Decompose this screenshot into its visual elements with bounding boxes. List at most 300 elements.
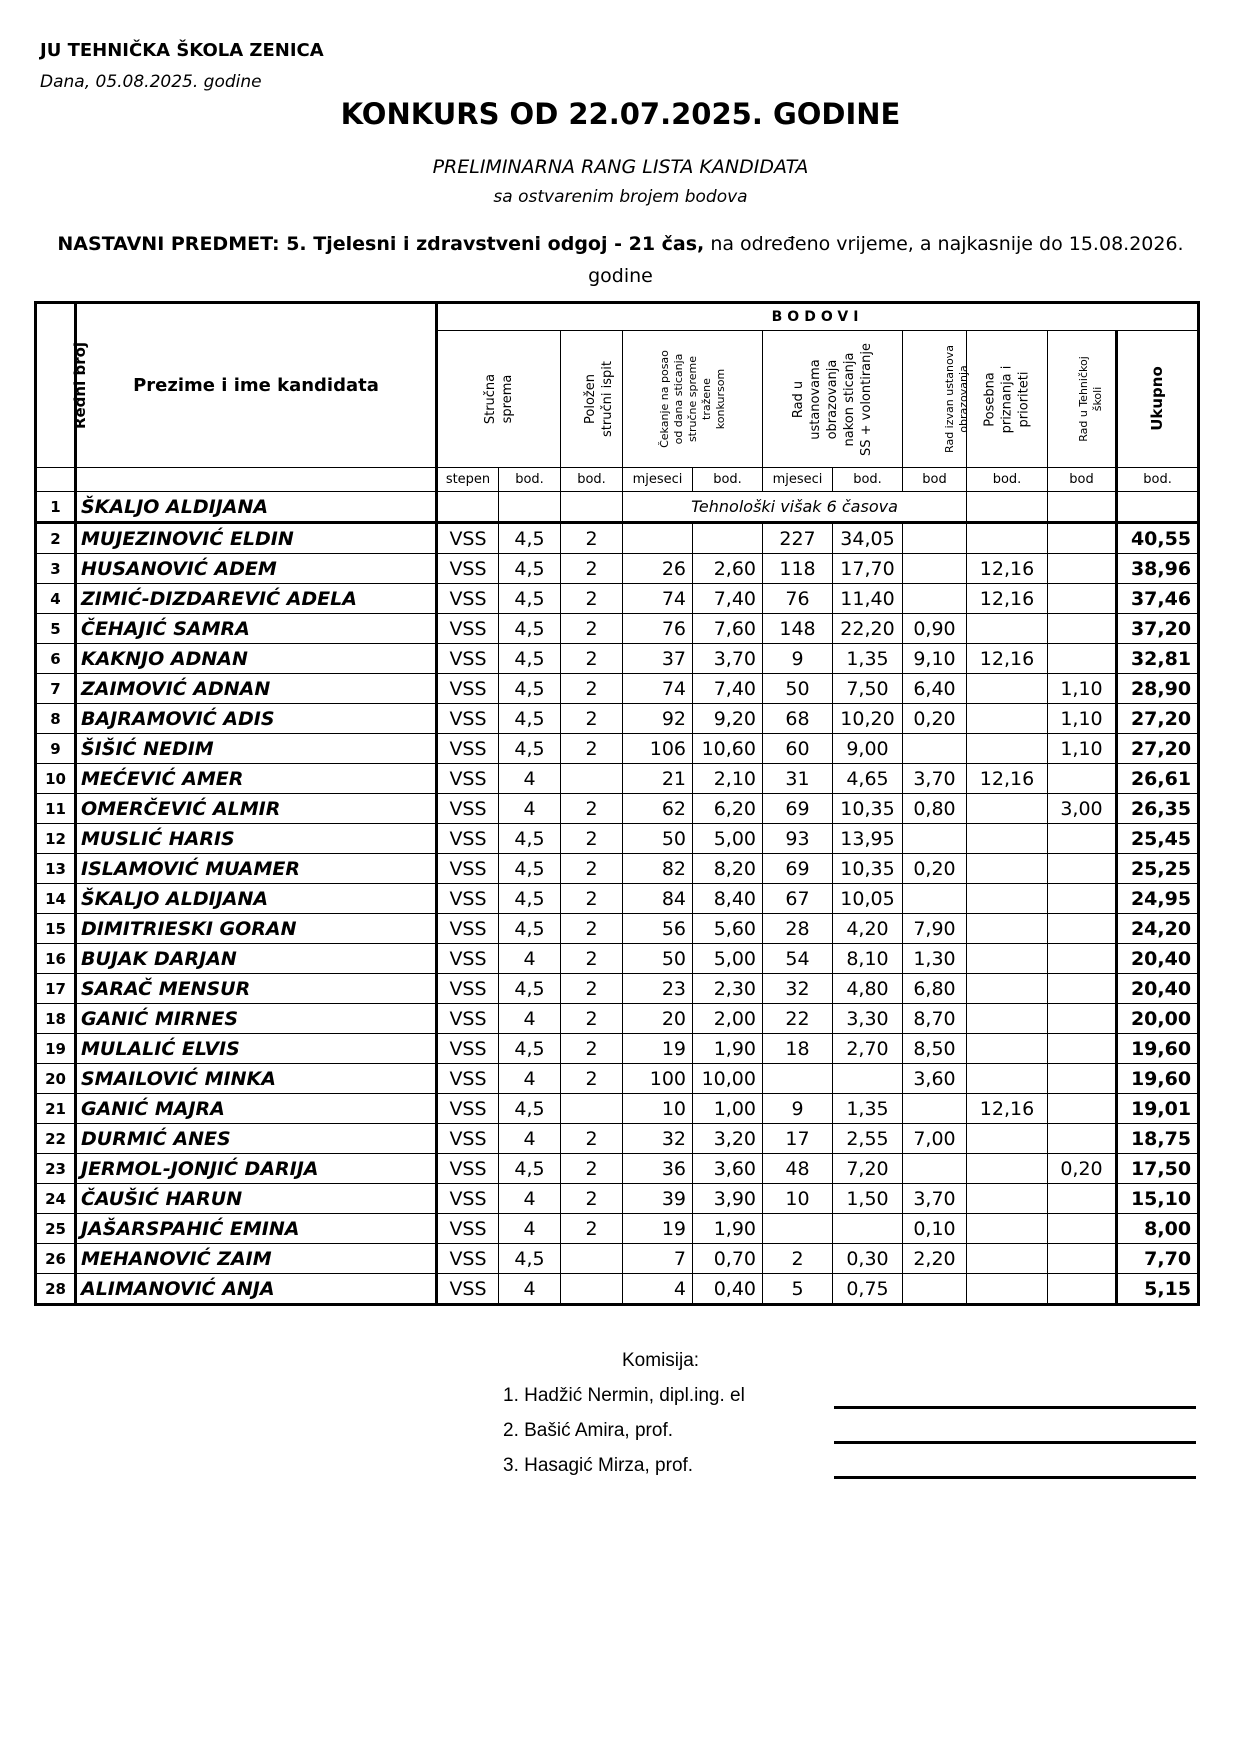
score-cell: 10,35 <box>833 794 903 824</box>
row-number: 23 <box>36 1154 76 1184</box>
score-cell <box>967 1274 1048 1305</box>
row-number: 6 <box>36 644 76 674</box>
score-cell: 26 <box>623 554 693 584</box>
score-cell: 17,70 <box>833 554 903 584</box>
score-cell: 74 <box>623 674 693 704</box>
candidate-name: MULALIĆ ELVIS <box>76 1034 437 1064</box>
score-cell: VSS <box>437 1244 499 1274</box>
score-cell <box>967 824 1048 854</box>
score-cell: 8,40 <box>693 884 763 914</box>
score-cell: 4,65 <box>833 764 903 794</box>
score-cell: 3,70 <box>903 1184 967 1214</box>
candidate-name: ČAUŠIĆ HARUN <box>76 1184 437 1214</box>
score-cell: 3,70 <box>693 644 763 674</box>
score-cell: 7,50 <box>833 674 903 704</box>
score-cell: VSS <box>437 974 499 1004</box>
score-cell <box>967 523 1048 554</box>
score-cell: 10,00 <box>693 1064 763 1094</box>
score-cell: 2,20 <box>903 1244 967 1274</box>
score-cell: 1,10 <box>1048 734 1117 764</box>
score-cell: 12,16 <box>967 644 1048 674</box>
score-cell: 2 <box>561 644 623 674</box>
unit-cell: bod. <box>693 468 763 492</box>
score-cell: 12,16 <box>967 554 1048 584</box>
table-row <box>36 974 1199 1004</box>
score-cell: 17 <box>763 1124 833 1154</box>
total-score: 32,81 <box>1117 644 1199 674</box>
score-cell: 68 <box>763 704 833 734</box>
score-cell: 0,10 <box>903 1214 967 1244</box>
score-cell: 8,20 <box>693 854 763 884</box>
total-score: 18,75 <box>1117 1124 1199 1154</box>
row-number: 19 <box>36 1034 76 1064</box>
score-cell: 2,70 <box>833 1034 903 1064</box>
total-score: 20,40 <box>1117 974 1199 1004</box>
score-cell: 1,00 <box>693 1094 763 1124</box>
score-cell <box>763 1214 833 1244</box>
row-number: 14 <box>36 884 76 914</box>
empty-cell <box>967 492 1048 523</box>
total-score: 37,20 <box>1117 614 1199 644</box>
table-row <box>36 944 1199 974</box>
unit-cell: mjeseci <box>763 468 833 492</box>
score-cell: 0,80 <box>903 794 967 824</box>
score-cell <box>967 884 1048 914</box>
score-cell: 4,5 <box>499 644 561 674</box>
empty-cell <box>499 492 561 523</box>
score-cell <box>833 1064 903 1094</box>
score-cell: 2 <box>561 854 623 884</box>
table-row <box>36 854 1199 884</box>
total-score: 20,40 <box>1117 944 1199 974</box>
score-cell: VSS <box>437 704 499 734</box>
row-note: Tehnološki višak 6 časova <box>623 492 967 523</box>
score-cell: 8,10 <box>833 944 903 974</box>
score-cell: 50 <box>623 824 693 854</box>
header-rad-u-ustanovama <box>763 331 903 468</box>
score-cell <box>967 1184 1048 1214</box>
komisija-title: Komisija: <box>622 1350 700 1371</box>
score-cell: 3,60 <box>693 1154 763 1184</box>
score-cell: 4 <box>499 1184 561 1214</box>
score-cell: VSS <box>437 1124 499 1154</box>
score-cell: 4,5 <box>499 734 561 764</box>
total-score: 27,20 <box>1117 704 1199 734</box>
header-label-line: prioriteti <box>1016 371 1032 427</box>
table-row <box>36 704 1199 734</box>
score-cell: 6,20 <box>693 794 763 824</box>
score-cell: VSS <box>437 523 499 554</box>
score-cell: 84 <box>623 884 693 914</box>
score-cell: 2 <box>561 1184 623 1214</box>
header-rad-teh-label <box>1077 356 1105 442</box>
table-row <box>36 824 1199 854</box>
unit-cell: bod. <box>1117 468 1199 492</box>
row-number: 4 <box>36 584 76 614</box>
score-cell: 0,70 <box>693 1244 763 1274</box>
score-cell: 8,70 <box>903 1004 967 1034</box>
score-cell <box>1048 884 1117 914</box>
score-cell: 100 <box>623 1064 693 1094</box>
score-cell: 2 <box>561 554 623 584</box>
table-row <box>36 914 1199 944</box>
score-cell: 4,5 <box>499 704 561 734</box>
score-cell <box>903 1154 967 1184</box>
total-score: 25,45 <box>1117 824 1199 854</box>
score-cell: VSS <box>437 734 499 764</box>
candidate-name: OMERČEVIĆ ALMIR <box>76 794 437 824</box>
score-cell: 76 <box>763 584 833 614</box>
header-label-line: Rad u <box>790 380 806 418</box>
score-cell <box>967 1214 1048 1244</box>
score-cell <box>561 764 623 794</box>
score-cell: 69 <box>763 794 833 824</box>
score-cell <box>967 974 1048 1004</box>
table-row <box>36 1274 1199 1305</box>
score-cell: 7,60 <box>693 614 763 644</box>
score-cell: VSS <box>437 1094 499 1124</box>
unit-cell-empty <box>36 468 76 492</box>
header-label-line: stručne spreme <box>685 355 699 442</box>
score-cell: 1,10 <box>1048 704 1117 734</box>
score-cell: 4 <box>499 1214 561 1244</box>
score-cell <box>1048 944 1117 974</box>
score-cell: 22,20 <box>833 614 903 644</box>
score-cell: 4,5 <box>499 584 561 614</box>
score-cell <box>763 1064 833 1094</box>
score-cell <box>1048 1184 1117 1214</box>
score-cell: 2 <box>763 1244 833 1274</box>
total-score: 26,35 <box>1117 794 1199 824</box>
table-row <box>36 734 1199 764</box>
table-row <box>36 1244 1199 1274</box>
score-cell: 7,40 <box>693 584 763 614</box>
score-cell <box>1048 1094 1117 1124</box>
score-cell: VSS <box>437 644 499 674</box>
score-cell: 3,90 <box>693 1184 763 1214</box>
table-row <box>36 1154 1199 1184</box>
header-label-line: tražene <box>699 377 713 420</box>
score-cell <box>903 584 967 614</box>
header-polozen-label <box>582 361 616 437</box>
score-cell: 2,55 <box>833 1124 903 1154</box>
score-cell: 4,5 <box>499 554 561 584</box>
score-cell: 1,30 <box>903 944 967 974</box>
header-polozen-ispit <box>561 331 623 468</box>
school-name: JU TEHNIČKA ŠKOLA ZENICA <box>40 40 324 61</box>
candidate-name: ALIMANOVIĆ ANJA <box>76 1274 437 1305</box>
score-cell: 10,35 <box>833 854 903 884</box>
score-cell: 67 <box>763 884 833 914</box>
total-score: 38,96 <box>1117 554 1199 584</box>
score-cell: 31 <box>763 764 833 794</box>
score-cell: 10 <box>763 1184 833 1214</box>
score-cell: 0,20 <box>1048 1154 1117 1184</box>
total-score: 27,20 <box>1117 734 1199 764</box>
score-cell: 4,5 <box>499 1094 561 1124</box>
score-cell: 3,70 <box>903 764 967 794</box>
score-cell: 28 <box>763 914 833 944</box>
score-cell <box>1048 584 1117 614</box>
table-row <box>36 674 1199 704</box>
score-cell: VSS <box>437 884 499 914</box>
candidate-name: ČEHAJIĆ SAMRA <box>76 614 437 644</box>
table-row <box>36 764 1199 794</box>
score-cell: 23 <box>623 974 693 1004</box>
score-cell <box>967 854 1048 884</box>
total-score: 17,50 <box>1117 1154 1199 1184</box>
row-number: 10 <box>36 764 76 794</box>
header-label-line: nakon sticanja <box>841 351 857 447</box>
table-row <box>36 1184 1199 1214</box>
score-cell: 1,35 <box>833 644 903 674</box>
header-label-line: obrazovanja <box>956 364 970 433</box>
score-cell: 3,00 <box>1048 794 1117 824</box>
candidate-name: SARAČ MENSUR <box>76 974 437 1004</box>
header-rad-u-label <box>790 343 875 456</box>
ranking-table <box>34 301 1200 1306</box>
score-cell <box>833 1214 903 1244</box>
score-cell: 4,5 <box>499 884 561 914</box>
candidate-name: ŠKALJO ALDIJANA <box>76 884 437 914</box>
score-cell: 37 <box>623 644 693 674</box>
table-row <box>36 492 1199 523</box>
score-cell: 3,20 <box>693 1124 763 1154</box>
table-row <box>36 523 1199 554</box>
candidate-name: MUSLIĆ HARIS <box>76 824 437 854</box>
score-cell: 4 <box>499 1274 561 1305</box>
score-cell: 4 <box>499 944 561 974</box>
total-cell <box>1117 492 1199 523</box>
score-cell: 0,75 <box>833 1274 903 1305</box>
score-cell: 12,16 <box>967 764 1048 794</box>
header-label-line: Rad izvan ustanova <box>942 344 956 453</box>
score-cell: VSS <box>437 584 499 614</box>
score-cell <box>967 1244 1048 1274</box>
header-cekanje <box>623 331 763 468</box>
header-label-line: Stručna <box>482 373 498 425</box>
score-cell <box>903 1274 967 1305</box>
total-score: 26,61 <box>1117 764 1199 794</box>
score-cell: 4,5 <box>499 974 561 1004</box>
score-cell: VSS <box>437 1034 499 1064</box>
score-cell <box>967 1064 1048 1094</box>
score-cell: VSS <box>437 1154 499 1184</box>
score-cell: VSS <box>437 824 499 854</box>
candidate-name: ŠIŠIĆ NEDIM <box>76 734 437 764</box>
candidate-name: HUSANOVIĆ ADEM <box>76 554 437 584</box>
score-cell: 0,30 <box>833 1244 903 1274</box>
score-cell: 2 <box>561 584 623 614</box>
header-label-line: priznanja i <box>999 365 1015 433</box>
score-cell: 1,90 <box>693 1214 763 1244</box>
score-cell: VSS <box>437 1064 499 1094</box>
candidate-name: ZAIMOVIĆ ADNAN <box>76 674 437 704</box>
score-cell: 3,60 <box>903 1064 967 1094</box>
unit-cell: bod. <box>499 468 561 492</box>
score-cell: 36 <box>623 1154 693 1184</box>
score-cell: 10,60 <box>693 734 763 764</box>
score-cell: 7,00 <box>903 1124 967 1154</box>
header-label-line: ustanovama <box>807 358 823 440</box>
row-number: 11 <box>36 794 76 824</box>
candidate-name: BAJRAMOVIĆ ADIS <box>76 704 437 734</box>
row-number: 7 <box>36 674 76 704</box>
score-cell: 10,20 <box>833 704 903 734</box>
row-number: 13 <box>36 854 76 884</box>
score-cell: 0,20 <box>903 704 967 734</box>
score-cell: 10,05 <box>833 884 903 914</box>
score-cell: 50 <box>623 944 693 974</box>
header-label-line: od dana sticanja <box>671 353 685 444</box>
score-cell: 2 <box>561 1034 623 1064</box>
signature-line-2 <box>834 1441 1196 1444</box>
row-number: 21 <box>36 1094 76 1124</box>
row-number: 5 <box>36 614 76 644</box>
score-cell <box>1048 914 1117 944</box>
total-score: 20,00 <box>1117 1004 1199 1034</box>
score-cell: 0,40 <box>693 1274 763 1305</box>
score-cell: 2,00 <box>693 1004 763 1034</box>
score-cell <box>967 614 1048 644</box>
score-cell: 4,5 <box>499 614 561 644</box>
row-number: 8 <box>36 704 76 734</box>
unit-cell: bod. <box>833 468 903 492</box>
page-title: KONKURS OD 22.07.2025. GODINE <box>340 97 901 131</box>
score-cell <box>1048 764 1117 794</box>
score-cell: 4,5 <box>499 674 561 704</box>
score-cell: 2 <box>561 674 623 704</box>
row-number: 12 <box>36 824 76 854</box>
score-cell <box>1048 614 1117 644</box>
header-bodovi: BODOVI <box>437 303 1199 331</box>
score-cell <box>967 794 1048 824</box>
score-cell: 1,35 <box>833 1094 903 1124</box>
score-cell: 10 <box>623 1094 693 1124</box>
header-rad-izvan <box>903 331 970 468</box>
score-cell: 19 <box>623 1034 693 1064</box>
score-cell: 4,5 <box>499 914 561 944</box>
score-cell: 4 <box>499 1124 561 1154</box>
score-cell: 76 <box>623 614 693 644</box>
table-row <box>36 794 1199 824</box>
candidate-name: JAŠARSPAHIĆ EMINA <box>76 1214 437 1244</box>
score-cell: 0,20 <box>903 854 967 884</box>
candidate-name: BUJAK DARJAN <box>76 944 437 974</box>
score-cell: 2 <box>561 734 623 764</box>
header-label-line: Čekanje na posao <box>657 349 671 448</box>
score-cell: 7 <box>623 1244 693 1274</box>
score-cell: 50 <box>763 674 833 704</box>
score-cell: 9,20 <box>693 704 763 734</box>
header-label-line: Posebna <box>982 371 998 427</box>
score-cell: 9 <box>763 644 833 674</box>
score-cell: 56 <box>623 914 693 944</box>
score-cell: VSS <box>437 794 499 824</box>
header-redni-broj-label: Redni broj <box>71 341 90 429</box>
row-number: 25 <box>36 1214 76 1244</box>
table-row <box>36 644 1199 674</box>
score-cell <box>1048 644 1117 674</box>
total-score: 24,95 <box>1117 884 1199 914</box>
header-posebna-label <box>982 365 1033 433</box>
total-score: 7,70 <box>1117 1244 1199 1274</box>
header-label-line: školi <box>1090 386 1104 411</box>
total-score: 5,15 <box>1117 1274 1199 1305</box>
score-cell: 9,00 <box>833 734 903 764</box>
score-cell: 32 <box>623 1124 693 1154</box>
score-cell: 2,60 <box>693 554 763 584</box>
header-cekanje-label <box>658 350 728 448</box>
score-cell <box>1048 824 1117 854</box>
score-cell <box>903 824 967 854</box>
total-score: 24,20 <box>1117 914 1199 944</box>
table-row <box>36 1004 1199 1034</box>
candidate-name: DIMITRIESKI GORAN <box>76 914 437 944</box>
subject-bold: NASTAVNI PREDMET: 5. Tjelesni i zdravstveni odgoj - 21 čas, <box>57 233 705 255</box>
score-cell: 11,40 <box>833 584 903 614</box>
header-label-line: sprema <box>499 374 515 424</box>
score-cell: 2,10 <box>693 764 763 794</box>
header-label-line: konkursom <box>713 368 727 429</box>
score-cell <box>967 734 1048 764</box>
table-row <box>36 1124 1199 1154</box>
score-cell: 60 <box>763 734 833 764</box>
score-cell: VSS <box>437 1184 499 1214</box>
unit-cell: mjeseci <box>623 468 693 492</box>
empty-cell <box>437 492 499 523</box>
score-cell: 4,5 <box>499 1154 561 1184</box>
score-cell: 118 <box>763 554 833 584</box>
table-row <box>36 1214 1199 1244</box>
score-cell: 69 <box>763 854 833 884</box>
score-cell: 227 <box>763 523 833 554</box>
score-cell: 13,95 <box>833 824 903 854</box>
score-cell: 4 <box>499 794 561 824</box>
score-cell: 9 <box>763 1094 833 1124</box>
score-cell <box>1048 1004 1117 1034</box>
score-cell <box>967 704 1048 734</box>
score-cell: 7,90 <box>903 914 967 944</box>
score-cell: 4 <box>499 1064 561 1094</box>
score-cell: VSS <box>437 764 499 794</box>
candidate-name: GANIĆ MAJRA <box>76 1094 437 1124</box>
header-strucna-sprema <box>437 331 561 468</box>
score-cell <box>967 1124 1048 1154</box>
score-cell: VSS <box>437 1274 499 1305</box>
row-number: 20 <box>36 1064 76 1094</box>
total-score: 15,10 <box>1117 1184 1199 1214</box>
document-date: Dana, 05.08.2025. godine <box>40 72 262 92</box>
score-cell: VSS <box>437 554 499 584</box>
total-score: 8,00 <box>1117 1214 1199 1244</box>
score-cell <box>1048 1034 1117 1064</box>
score-cell <box>903 884 967 914</box>
score-cell: 5 <box>763 1274 833 1305</box>
total-score: 37,46 <box>1117 584 1199 614</box>
score-cell <box>1048 554 1117 584</box>
table-row <box>36 1034 1199 1064</box>
score-cell: 106 <box>623 734 693 764</box>
score-cell: 2 <box>561 914 623 944</box>
table-row <box>36 584 1199 614</box>
row-number: 24 <box>36 1184 76 1214</box>
score-cell <box>561 1244 623 1274</box>
row-number: 16 <box>36 944 76 974</box>
komisija-member-2: 2. Bašić Amira, prof. <box>503 1420 674 1441</box>
candidate-name: KAKNJO ADNAN <box>76 644 437 674</box>
table-row <box>36 1064 1199 1094</box>
